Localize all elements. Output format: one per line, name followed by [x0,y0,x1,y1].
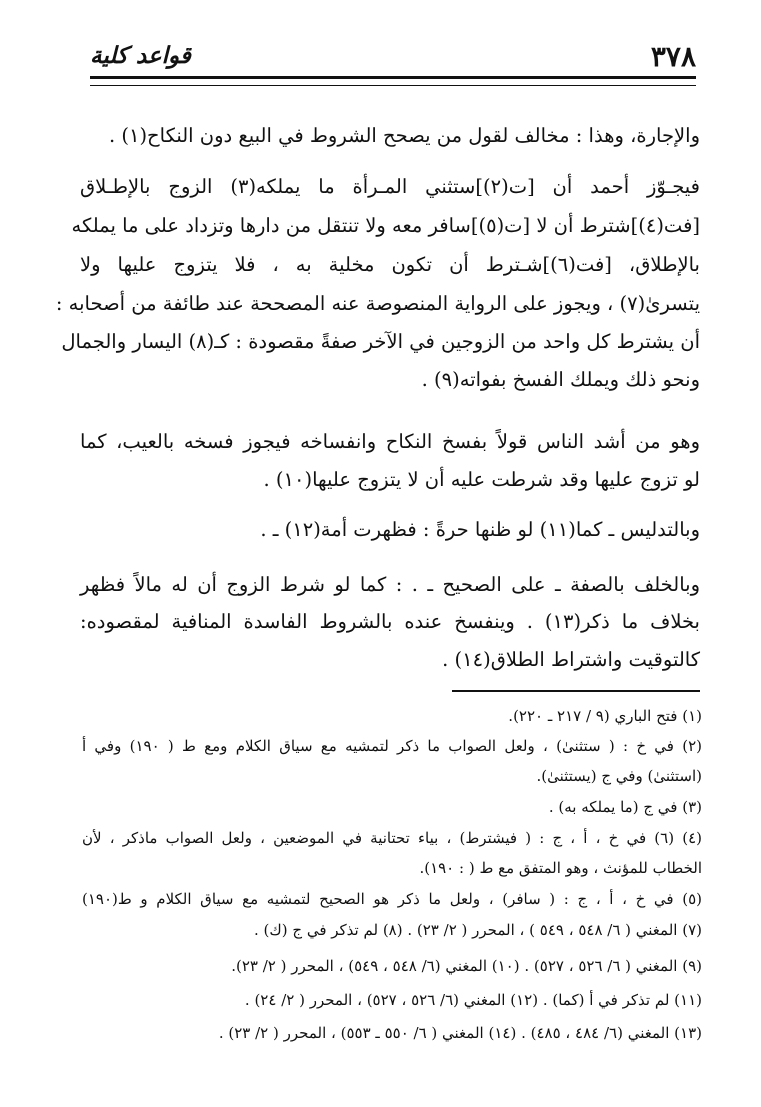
footnote-rule [452,690,700,692]
header-rule-thin [90,85,696,86]
footnote: (٥) في خ ، أ ، ج : ( سافر) ، ولعل ما ذكر هو الصحيح لتمشيه مع سياق الكلام و ط(١٩٠) [82,890,702,908]
page-number: ٣٧٨ [650,40,696,73]
footnote: (٩) المغني ( ٦/ ٥٢٦ ، ٥٢٧) . (١٠) المغني (٦/ ٥٤٨ ، ٥٤٩) ، المحرر ( ٢/ ٢٣). [231,957,702,975]
footnote: (٧) المغني ( ٦/ ٥٤٨ ، ٥٤٩ ) ، المحرر ( ٢/ ٢٣) . (٨) لم تذكر في ج (ك) . [254,921,702,939]
body-line: وبالتدليس ـ كما(١١) لو ظنها حرةً : فظهرت أمة(١٢) ـ . [260,518,700,541]
footnote: (٤) (٦) في خ ، أ ، ج : ( فيشترط) ، بياء تحتانية في الموضعين ، ولعل الصواب ماذكر ، لأن [82,829,703,847]
footnote: (٣) في ج (ما يملكه به) . [548,798,702,816]
body-line: لو تزوج عليها وقد شرطت عليه أن لا يتزوج عليها(١٠) . [263,468,700,491]
running-title: قواعد كلية [90,42,191,69]
body-line: كالتوقيت واشتراط الطلاق(١٤) . [442,648,700,671]
body-line: فيجـوّز أحمد أن [ت(٢)]ستثني المـرأة ما يملكه(٣) الزوج بالإطـلاق [80,175,700,198]
body-line: ونحو ذلك ويملك الفسخ بفواته(٩) . [421,368,700,391]
body-line: والإجارة، وهذا : مخالف لقول من يصحح الشروط في البيع دون النكاح(١) . [108,124,700,147]
body-line: بخلاف ما ذكر(١٣) . وينفسخ عنده بالشروط الفاسدة المنافية لمقصوده: [80,610,700,633]
footnote: (استثنىٰ) وفي ج (يستثنىٰ). [536,767,702,785]
footnote: (١١) لم تذكر في أ (كما) . (١٢) المغني (٦/ ٥٢٦ ، ٥٢٧) ، المحرر ( ٢/ ٢٤) . [244,991,702,1009]
body-line: يتسرىٰ(٧) ، ويجوز على الرواية المنصوصة عنه المصححة عند طائفة من أصحابه : [55,292,700,315]
body-line: بالإطلاق، [فت(٦)]شـترط أن تكون مخلية به ، فلا يتزوج عليها ولا [80,253,700,276]
body-line: [فت(٤)]شترط أن لا [ت(٥)]سافر معه ولا تنتقل من دارها وتزداد على ما يملكه [71,214,700,237]
footnote: (١٣) المغني (٦/ ٤٨٤ ، ٤٨٥) . (١٤) المغني ( ٦/ ٥٥٠ ـ ٥٥٣) ، المحرر ( ٢/ ٢٣) . [218,1024,702,1042]
footnote: الخطاب للمؤنث ، وهو المتفق مع ط ( : ١٩٠). [419,859,702,877]
page-header [90,40,696,73]
header-rule-thick [90,76,696,79]
body-line: أن يشترط كل واحد من الزوجين في الآخر صفةً مقصودة : كـ(٨) اليسار والجمال [61,330,700,353]
footnote: (٢) في خ : ( ستثنىٰ) ، ولعل الصواب ما ذكر لتمشيه مع سياق الكلام ومع ط ( ١٩٠) وفي أ [82,737,702,755]
body-line: وهو من أشد الناس قولاً بفسخ النكاح وانفساخه فيجوز فسخه بالعيب، كما [80,430,700,453]
footnote: (١) فتح الباري (٩ / ٢١٧ ـ ٢٢٠). [508,707,702,725]
body-line: وبالخلف بالصفة ـ على الصحيح ـ . : كما لو شرط الزوج أن له مالاً فظهر [80,573,700,596]
